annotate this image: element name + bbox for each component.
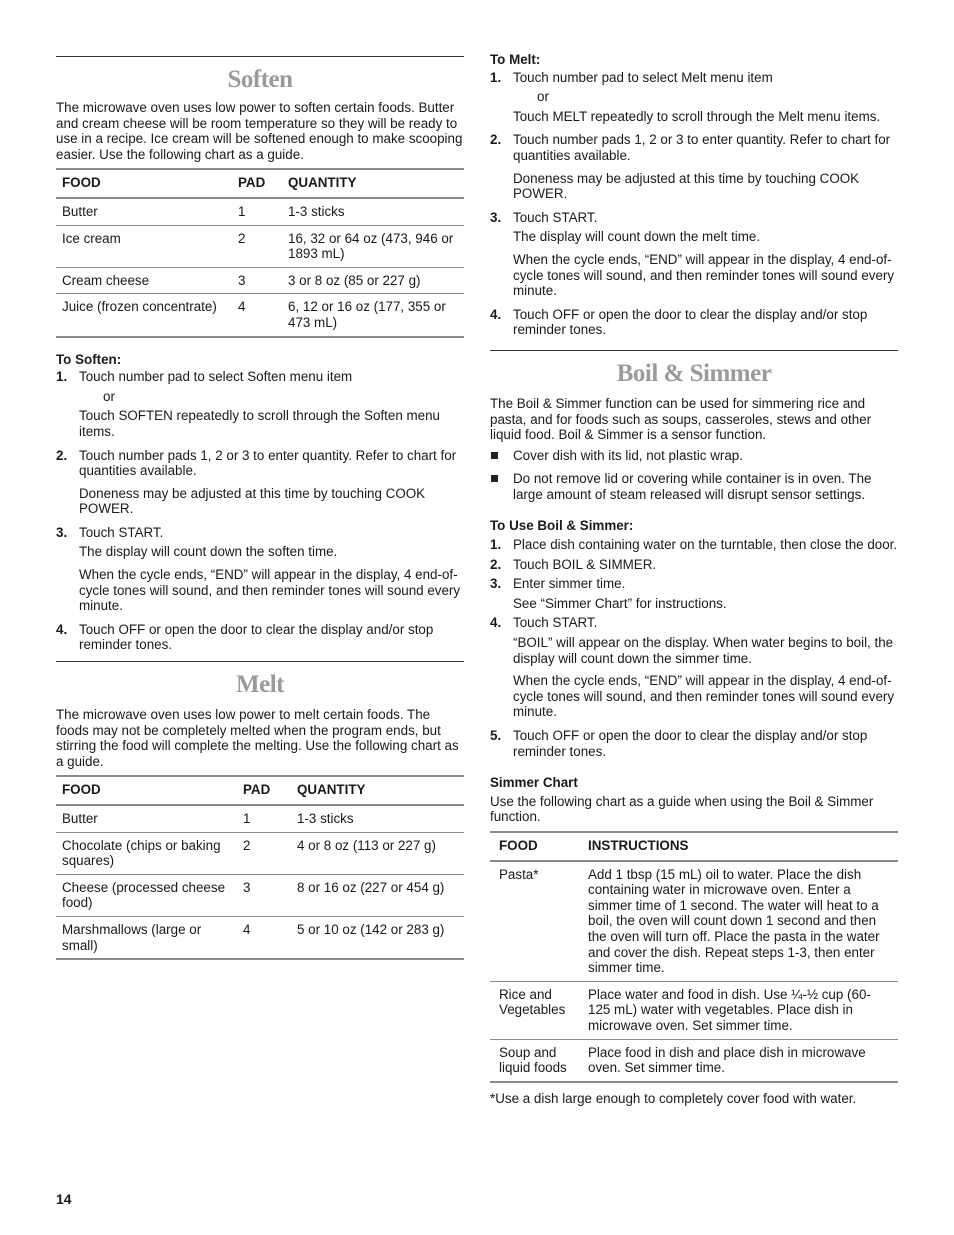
square-bullet-icon [491, 475, 498, 482]
pad-cell: 2 [232, 225, 282, 267]
pad-cell: 4 [237, 916, 291, 959]
soften-steps-title: To Soften: [56, 351, 122, 367]
step-number: 3. [490, 209, 502, 225]
food-cell: Marshmallows (large or small) [56, 916, 237, 959]
step-text: “BOIL” will appear on the display. When water begins to boil, the display will count down the simmer time. [513, 635, 894, 666]
table-row [56, 916, 464, 959]
table-header: PAD [232, 169, 282, 198]
step-number: 4. [490, 615, 502, 631]
step-text: When the cycle ends, “END” will appear in the display, 4 end-of-cycle tones will sound, and then reminder tones will sound every minute. [513, 251, 895, 299]
step-item [490, 307, 898, 338]
step-number: 1. [56, 369, 68, 385]
pad-cell: 4 [232, 294, 282, 337]
simmer-chart-table [490, 831, 898, 1083]
step-text: Touch OFF or open the door to clear the display and/or stop reminder tones. [513, 306, 868, 338]
table-header: FOOD [56, 776, 237, 805]
table-header: FOOD [490, 832, 582, 861]
food-cell: Pasta* [490, 861, 582, 982]
step-text: The display will count down the melt time. [513, 229, 761, 245]
food-cell: Cheese (processed cheese food) [56, 874, 237, 916]
step-text: Touch OFF or open the door to clear the display and/or stop reminder tones. [513, 728, 868, 759]
step-number: 2. [56, 447, 68, 463]
table-row [56, 198, 464, 225]
simmer-chart-footnote: *Use a dish large enough to completely cover food with water. [490, 1090, 857, 1106]
bullet-text: Cover dish with its lid, not plastic wrap. [513, 447, 743, 463]
instructions-cell: Place water and food in dish. Use ¼-½ cup (60-125 mL) water with vegetables. Place dish in microwave oven. Set simmer time. [582, 981, 898, 1039]
step-text: Touch MELT repeatedly to scroll through the Melt menu items. [513, 108, 881, 124]
step-number: 5. [490, 728, 502, 743]
step-text: Touch number pads 1, 2 or 3 to enter quantity. Refer to chart for quantities available. [513, 132, 891, 163]
table-row [56, 294, 464, 337]
section-divider [490, 350, 898, 351]
step-item [56, 448, 464, 517]
quantity-cell: 6, 12 or 16 oz (177, 355 or 473 mL) [282, 294, 464, 337]
simmer-chart-intro: Use the following chart as a guide when using the Boil & Simmer function. [490, 793, 874, 825]
step-text: Touch SOFTEN repeatedly to scroll through the Soften menu items. [79, 408, 440, 439]
step-text: Doneness may be adjusted at this time by touching COOK POWER. [79, 485, 426, 517]
food-cell: Juice (frozen concentrate) [56, 294, 232, 337]
step-text: Touch BOIL & SIMMER. [513, 556, 657, 572]
table-header: PAD [237, 776, 291, 805]
boil-simmer-steps-title: To Use Boil & Simmer: [490, 518, 634, 534]
instructions-cell: Add 1 tbsp (15 mL) oil to water. Place the dish containing water in microwave oven. Enter a simmer time of 1 second. The water will heat to a boil, the oven will count down 1 second and then the oven will turn off. Place the pasta in the water and cover the dish. Repeat steps 1-3, then enter simmer time. [582, 861, 898, 982]
step-text: Doneness may be adjusted at this time by touching COOK POWER. [513, 170, 860, 202]
table-row [490, 981, 898, 1039]
boil-simmer-steps [490, 537, 898, 759]
melt-table [56, 775, 464, 960]
boil-simmer-bullets [490, 448, 898, 503]
quantity-cell: 3 or 8 oz (85 or 227 g) [282, 267, 464, 294]
step-number: 1. [490, 69, 502, 85]
step-text: Touch START. [513, 209, 598, 225]
table-header: QUANTITY [282, 169, 464, 198]
food-cell: Soup and liquid foods [490, 1039, 582, 1082]
soften-table [56, 168, 464, 337]
food-cell: Butter [56, 805, 237, 832]
section-divider [56, 661, 464, 662]
step-or: or [537, 89, 549, 105]
pad-cell: 3 [237, 874, 291, 916]
quantity-cell: 1-3 sticks [291, 805, 464, 832]
square-bullet-icon [491, 452, 498, 459]
step-text: When the cycle ends, “END” will appear in the display, 4 end-of-cycle tones will sound, and then reminder tones will sound every minute. [79, 567, 461, 614]
step-item [56, 369, 464, 439]
step-item [490, 557, 898, 573]
melt-heading: Melt [236, 671, 284, 699]
left-column [56, 56, 464, 960]
table-row [56, 874, 464, 916]
table-header: INSTRUCTIONS [582, 832, 898, 861]
quantity-cell: 8 or 16 oz (227 or 454 g) [291, 874, 464, 916]
melt-steps [490, 70, 898, 338]
right-column [490, 52, 898, 1106]
table-row [490, 1039, 898, 1082]
step-text: The display will count down the soften time. [79, 544, 338, 560]
step-text: Touch OFF or open the door to clear the display and/or stop reminder tones. [79, 621, 434, 653]
step-number: 3. [56, 524, 68, 540]
quantity-cell: 1-3 sticks [282, 198, 464, 225]
melt-steps-title: To Melt: [490, 52, 541, 67]
step-text: Touch START. [79, 524, 164, 540]
step-text: Touch number pads 1, 2 or 3 to enter quantity. Refer to chart for quantities available. [79, 447, 457, 479]
soften-heading: Soften [227, 66, 293, 93]
food-cell: Ice cream [56, 225, 232, 267]
section-divider [56, 56, 464, 57]
step-text: Touch number pad to select Melt menu item [513, 69, 773, 85]
step-number: 4. [490, 306, 502, 322]
step-item [490, 70, 898, 125]
melt-intro: The microwave oven uses low power to melt certain foods. The foods may not be completely melted when the program ends, but stirring the food will complete the melting. Use the following chart as a guide. [56, 707, 459, 769]
step-text: When the cycle ends, “END” will appear in the display, 4 end-of-cycle tones will sound, and then reminder tones will sound every minute. [513, 673, 895, 720]
table-row [56, 267, 464, 294]
food-cell: Butter [56, 198, 232, 225]
step-item [490, 132, 898, 201]
pad-cell: 1 [232, 198, 282, 225]
step-text: Touch START. [513, 615, 598, 631]
step-number: 4. [56, 621, 68, 637]
simmer-chart-title: Simmer Chart [490, 775, 578, 791]
step-item [490, 210, 898, 299]
step-number: 1. [490, 537, 502, 553]
pad-cell: 3 [232, 267, 282, 294]
bullet-item [490, 471, 898, 502]
soften-intro: The microwave oven uses low power to soften certain foods. Butter and cream cheese will be room temperature so they will be ready to use in a recipe. Ice cream will be softened enough to make scooping easier. Use the following chart as a guide. [56, 100, 463, 162]
step-number: 3. [490, 576, 502, 592]
table-row [56, 805, 464, 832]
pad-cell: 2 [237, 832, 291, 874]
soften-steps [56, 369, 464, 653]
table-header: FOOD [56, 169, 232, 198]
page-number: 14 [56, 1191, 72, 1207]
step-item [490, 728, 898, 759]
instructions-cell: Place food in dish and place dish in microwave oven. Set simmer time. [582, 1039, 898, 1082]
step-text: Enter simmer time. [513, 576, 626, 592]
table-row [490, 861, 898, 982]
boil-simmer-intro: The Boil & Simmer function can be used for simmering rice and pasta, and for foods such as soups, casseroles, stews and other liquid food. Boil & Simmer is a sensor function. [490, 395, 872, 443]
pad-cell: 1 [237, 805, 291, 832]
step-number: 2. [490, 132, 502, 148]
step-text: See “Simmer Chart” for instructions. [513, 595, 727, 611]
food-cell: Rice and Vegetables [490, 981, 582, 1039]
quantity-cell: 4 or 8 oz (113 or 227 g) [291, 832, 464, 874]
step-item [490, 615, 898, 720]
table-row [56, 225, 464, 267]
bullet-text: Do not remove lid or covering while container is in oven. The large amount of steam released will disrupt sensor settings. [513, 471, 872, 502]
bullet-item [490, 448, 898, 464]
step-item [490, 537, 898, 553]
step-text: Place dish containing water on the turntable, then close the door. [513, 537, 898, 553]
step-item [56, 622, 464, 653]
food-cell: Chocolate (chips or baking squares) [56, 832, 237, 874]
step-item [490, 576, 898, 611]
table-row [56, 832, 464, 874]
quantity-cell: 16, 32 or 64 oz (473, 946 or 1893 mL) [282, 225, 464, 267]
step-text: Touch number pad to select Soften menu item [79, 369, 353, 385]
step-or: or [103, 388, 115, 404]
food-cell: Cream cheese [56, 267, 232, 294]
table-header: QUANTITY [291, 776, 464, 805]
quantity-cell: 5 or 10 oz (142 or 283 g) [291, 916, 464, 959]
step-number: 2. [490, 556, 502, 572]
boil-simmer-heading: Boil & Simmer [616, 359, 772, 387]
step-item [56, 525, 464, 614]
